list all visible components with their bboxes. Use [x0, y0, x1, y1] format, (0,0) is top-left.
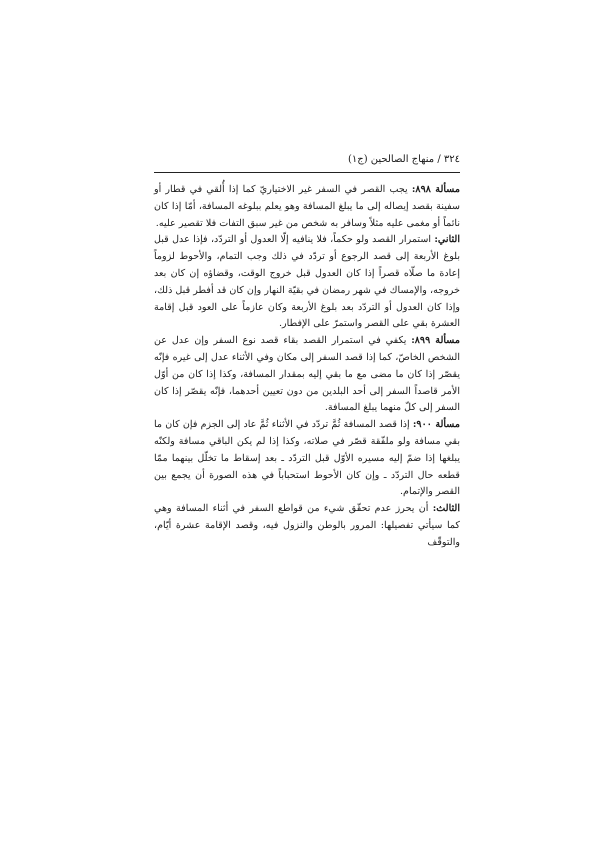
paragraph-text: أن يحرز عدم تحقّق شيء من قواطع السفر في أثناء المسافة وهي كما سيأتي تفصيلها: المرور بالوطن والنزول فيه، وقصد الإقامة عشرة أيّام، والتوقّف	[154, 503, 460, 548]
paragraph-issue-899	[154, 333, 460, 417]
paragraph-heading: مسألة ٨٩٨:	[411, 184, 460, 195]
paragraph-issue-898	[154, 182, 460, 232]
paragraph-heading: الثاني:	[434, 234, 460, 246]
paragraph-text: يجب القصر في السفر غير الاختياريّ كما إذا أُلقي في قطار أو سفينة بقصد إيصاله إلى ما يبلغ المسافة وهو يعلم ببلوغه المسافة، أمّا إذا كان نائماً أو مغمى عليه مثلاً وسافر به شخص من غير سبق التفات فلا تقصير عليه.	[154, 184, 460, 229]
paragraph-second-condition	[154, 232, 460, 333]
running-header	[154, 151, 460, 169]
paragraph-heading: الثالث:	[432, 503, 460, 515]
paragraph-issue-900	[154, 417, 460, 501]
header-divider	[154, 172, 460, 173]
paragraph-text: يكفي في استمرار القصد بقاء قصد نوع السفر وإن عدل عن الشخص الخاصّ، كما إذا قصد السفر إلى مكان وفي الأثناء عدل إلى غيره فإنّه يقصّر إذا كان ما مضى مع ما بقي إليه بمقدار المسافة، وكذا إذا كان من أوّل الأمر قاصداً السفر إلى أحد البلدين من دون تعيين أحدهما، فإنّه يقصّر إذا كان السفر إلى كلّ منهما يبلغ المسافة.	[154, 335, 460, 414]
paragraph-third-condition	[154, 501, 460, 551]
page-title: ٣٢٤ / منهاج الصالحين (ج١)	[347, 154, 460, 165]
paragraph-text: إذا قصد المسافة ثُمَّ تردّد في الأثناء ثُمَّ عاد إلى الجزم فإن كان ما بقي مسافة ولو ملفّقة قصّر في صلاته، وكذا إذا لم يكن الباقي مسافة ولكنّه يبلغها إذا ضمّ إليه مسيره الأوّل قبل التردّد ـ بعد إسقاط ما تخلّل بينهما ممّا قطعه حال التردّد ـ وإن كان الأحوط استحباباً في هذه الصورة أن يجمع بين القصر والإتمام.	[154, 419, 460, 498]
page-body	[154, 182, 460, 552]
paragraph-heading: مسألة ٨٩٩:	[411, 335, 460, 347]
paragraph-text: استمرار القصد ولو حكماً، فلا ينافيه إلّا العدول أو التردّد، فإذا عدل قبل بلوغ الأربعة إلى قصد الرجوع أو تردّد في ذلك وجب التمام، والأحوط لزوماً إعادة ما صلّاه قصراً إذا كان العدول قبل خروج الوقت، وقضاؤه إن كان بعد خروجه، والإمساك في شهر رمضان في بقيّة النهار وإن كان قد أفطر قبل ذلك، وإذا كان العدول أو التردّد بعد بلوغ الأربعة وكان عازماً على العود قبل إقامة العشرة بقي على القصر واستمرّ على الإفطار.	[153, 234, 460, 330]
paragraph-heading: مسألة ٩٠٠:	[412, 419, 461, 431]
